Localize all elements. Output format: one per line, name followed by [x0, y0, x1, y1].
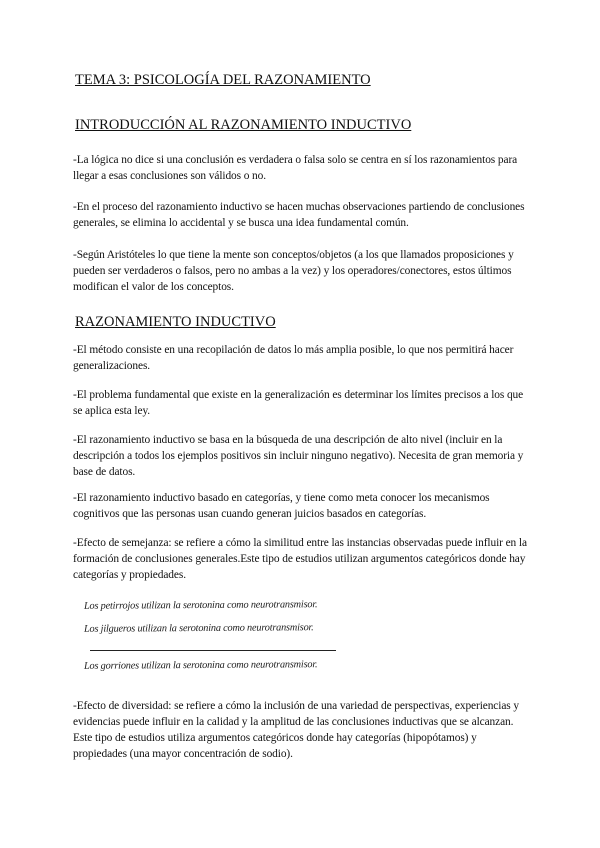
- paragraph: -El método consiste en una recopilación de datos lo más amplia posible, lo que nos permitirá hacer generalizaciones.: [73, 344, 514, 372]
- paragraph: -Según Aristóteles lo que tiene la mente son conceptos/objetos (a los que llamados proposiciones y pueden ser verdaderos o falsos, pero no ambas a la vez) y los operadores/conectores, estos últimos modifican el valor de los conceptos.: [73, 249, 514, 293]
- paragraph: -En el proceso del razonamiento inductivo se hacen muchas observaciones partiendo de conclusiones generales, se elimina lo accidental y se busca una idea fundamental común.: [73, 201, 525, 229]
- paragraph: -El razonamiento inductivo se basa en la búsqueda de una descripción de alto nivel (incluir en la descripción a todos los ejemplos positivos sin incluir ninguno negativo). Necesita de gran memoria y base de datos.: [73, 434, 524, 478]
- paragraph: -Efecto de diversidad: se refiere a cómo la inclusión de una variedad de perspectivas, experiencias y evidencias puede influir en la calidad y la amplitud de las conclusiones inductivas que se alcanzan. Este tipo de estudios utiliza argumentos categóricos donde hay categorías (hipopótamos) y propiedades (una mayor concentración de sodio).: [73, 700, 519, 760]
- syllogism-premise: Los petirrojos utilizan la serotonina como neurotransmisor.: [83, 599, 318, 612]
- syllogism-divider: [90, 650, 336, 651]
- syllogism-premise: Los jilgueros utilizan la serotonina como neurotransmisor.: [83, 622, 314, 635]
- section-heading-razonamiento-inductivo: RAZONAMIENTO INDUCTIVO: [75, 314, 276, 330]
- paragraph: -El problema fundamental que existe en la generalización es determinar los límites precisos a los que se aplica esta ley.: [73, 389, 524, 417]
- paragraph: -Efecto de semejanza: se refiere a cómo la similitud entre las instancias observadas puede influir en la formación de conclusiones generales.Este tipo de estudios utilizan argumentos categóricos donde hay categorías y propiedades.: [73, 537, 527, 581]
- paragraph: -La lógica no dice si una conclusión es verdadera o falsa solo se centra en sí los razonamientos para llegar a esas conclusiones son válidos o no.: [73, 154, 518, 182]
- paragraph: -El razonamiento inductivo basado en categorías, y tiene como meta conocer los mecanismos cognitivos que las personas usan cuando generan juicios basados en categorías.: [73, 492, 490, 520]
- syllogism-conclusion: Los gorriones utilizan la serotonina como neurotransmisor.: [83, 659, 318, 672]
- section-heading-introduccion: INTRODUCCIÓN AL RAZONAMIENTO INDUCTIVO: [75, 117, 412, 133]
- document-title: TEMA 3: PSICOLOGÍA DEL RAZONAMIENTO: [75, 72, 371, 88]
